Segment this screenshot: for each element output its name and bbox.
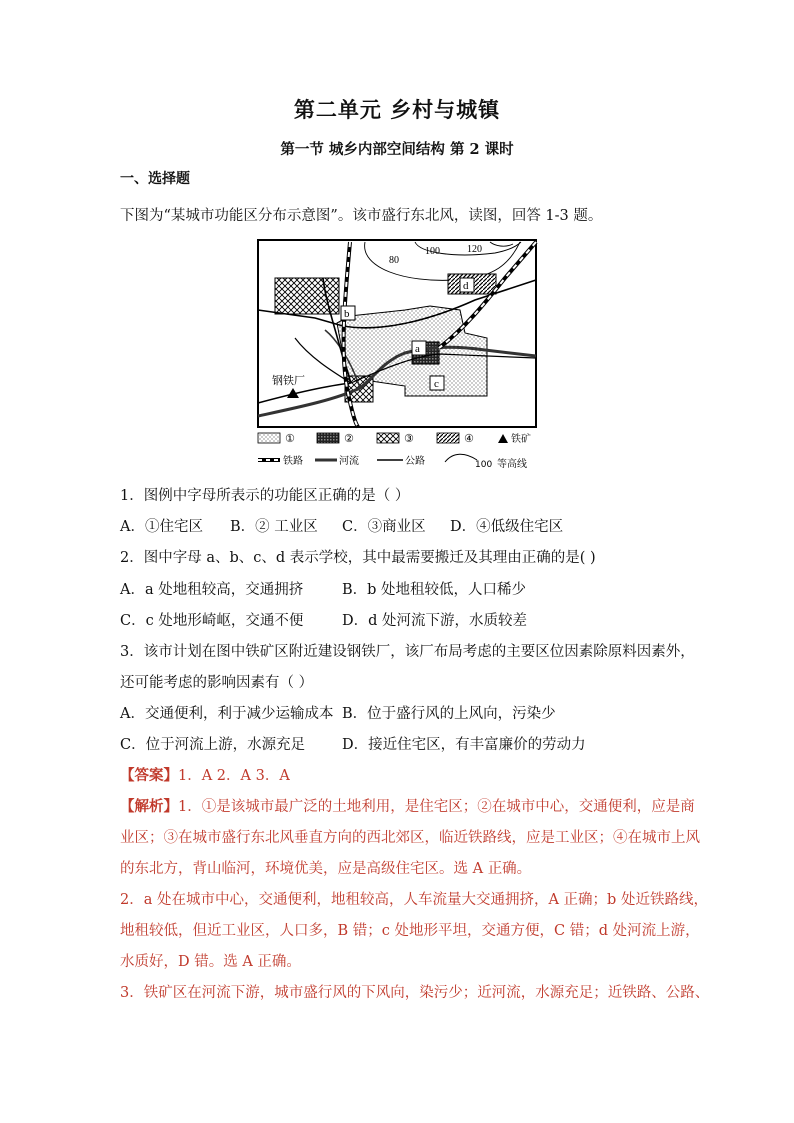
steel-mill-label: 钢铁厂 [272,374,305,387]
site-label-c: c [434,378,439,390]
q1-option-b: B．② 工业区 [230,519,318,535]
q2-option-b: B．b 处地租较低，人口稀少 [342,582,527,598]
legend-iron-icon [498,434,508,443]
q3-option-c: C．位于河流上游，水源充足 [120,737,306,753]
q3-option-d: D．接近住宅区，有丰富廉价的劳动力 [342,737,586,753]
analysis-line-3: 的东北方，背山临河，环境优美，应是高级住宅区。选 A 正确。 [120,861,532,877]
question-3-stem-line1: 3．该市计划在图中铁矿区附近建设钢铁厂，该厂布局考虑的主要区位因素除原料因素外， [120,644,695,660]
legend-3: ③ [404,432,414,445]
legend-railway: 铁路 [283,456,303,467]
analysis-line-4: 2．a 处在城市中心，交通便利，地租较高，人车流量大交通拥挤，A 正确；b 处近铁路线， [120,892,708,908]
section-heading: 一、选择题 [120,171,190,187]
q1-option-d: D．④低级住宅区 [450,519,564,535]
legend-iron: 铁矿 [511,434,531,445]
q2-option-a: A．a 处地租较高，交通拥挤 [120,582,304,598]
legend-4: ④ [464,432,474,445]
q3-option-a: A．交通便利，利于减少运输成本 [120,706,334,722]
analysis-tag: 【解析】 [120,798,178,815]
contour-label-120: 120 [467,244,482,255]
answer-text: 1．A 2．A 3．A [178,768,290,784]
q1-option-c: C．③商业区 [342,519,426,535]
site-label-d: d [463,280,469,292]
city-function-map [255,238,539,470]
q3-option-b: B．位于盛行风的上风向，污染少 [342,706,556,722]
analysis-line-7: 3．铁矿区在河流下游，城市盛行风的下风向，染污少；近河流，水源充足；近铁路、公路、 [120,985,710,1001]
legend-2: ② [344,432,354,445]
question-intro: 下图为“某城市功能区分布示意图”。该市盛行东北风，读图，回答 1-3 题。 [120,208,603,224]
contour-label-100: 100 [425,246,440,257]
legend-river: 河流 [339,456,359,467]
unit-title: 第二单元 乡村与城镇 [293,97,501,122]
legend-road: 公路 [405,456,425,467]
legend-contour: 等高线 [497,459,527,470]
q2-option-c: C．c 处地形崎岖，交通不便 [120,613,304,629]
analysis-line-6: 水质好，D 错。选 A 正确。 [120,954,301,970]
site-label-b: b [344,308,350,320]
legend-row-2 [258,454,527,470]
site-label-a: a [415,343,420,355]
analysis-text-1: 1．①是该城市最广泛的土地利用，是住宅区；②在城市中心，交通便利，应是商 [178,799,695,815]
legend-row-1 [258,432,531,445]
legend-1: ① [285,432,295,445]
question-2-stem: 2．图中字母 a、b、c、d 表示学校，其中最需要搬迁及其理由正确的是( ) [120,550,596,566]
legend-contour-sample: 100 [475,460,493,470]
answer-line [120,764,290,785]
question-1-stem: 1．图例中字母所表示的功能区正确的是（ ） [120,488,410,504]
analysis-line-5: 地租较低，但近工业区，人口多，B 错；c 处地形平坦，交通方便，C 错；d 处河流上游， [120,923,700,939]
lesson-title: 第一节 城乡内部空间结构 第 2 课时 [280,141,514,158]
contour-label-80: 80 [389,255,399,266]
q1-option-a: A．①住宅区 [120,519,203,535]
question-3-stem-line2: 还可能考虑的影响因素有（ ） [120,675,314,691]
q2-option-d: D．d 处河流下游，水质较差 [342,613,528,629]
answer-tag: 【答案】 [120,767,178,784]
analysis-line-2: 业区；③在城市盛行东北风垂直方向的西北郊区，临近铁路线，应是工业区；④在城市上风 [120,830,700,846]
analysis-line-1 [120,795,695,816]
